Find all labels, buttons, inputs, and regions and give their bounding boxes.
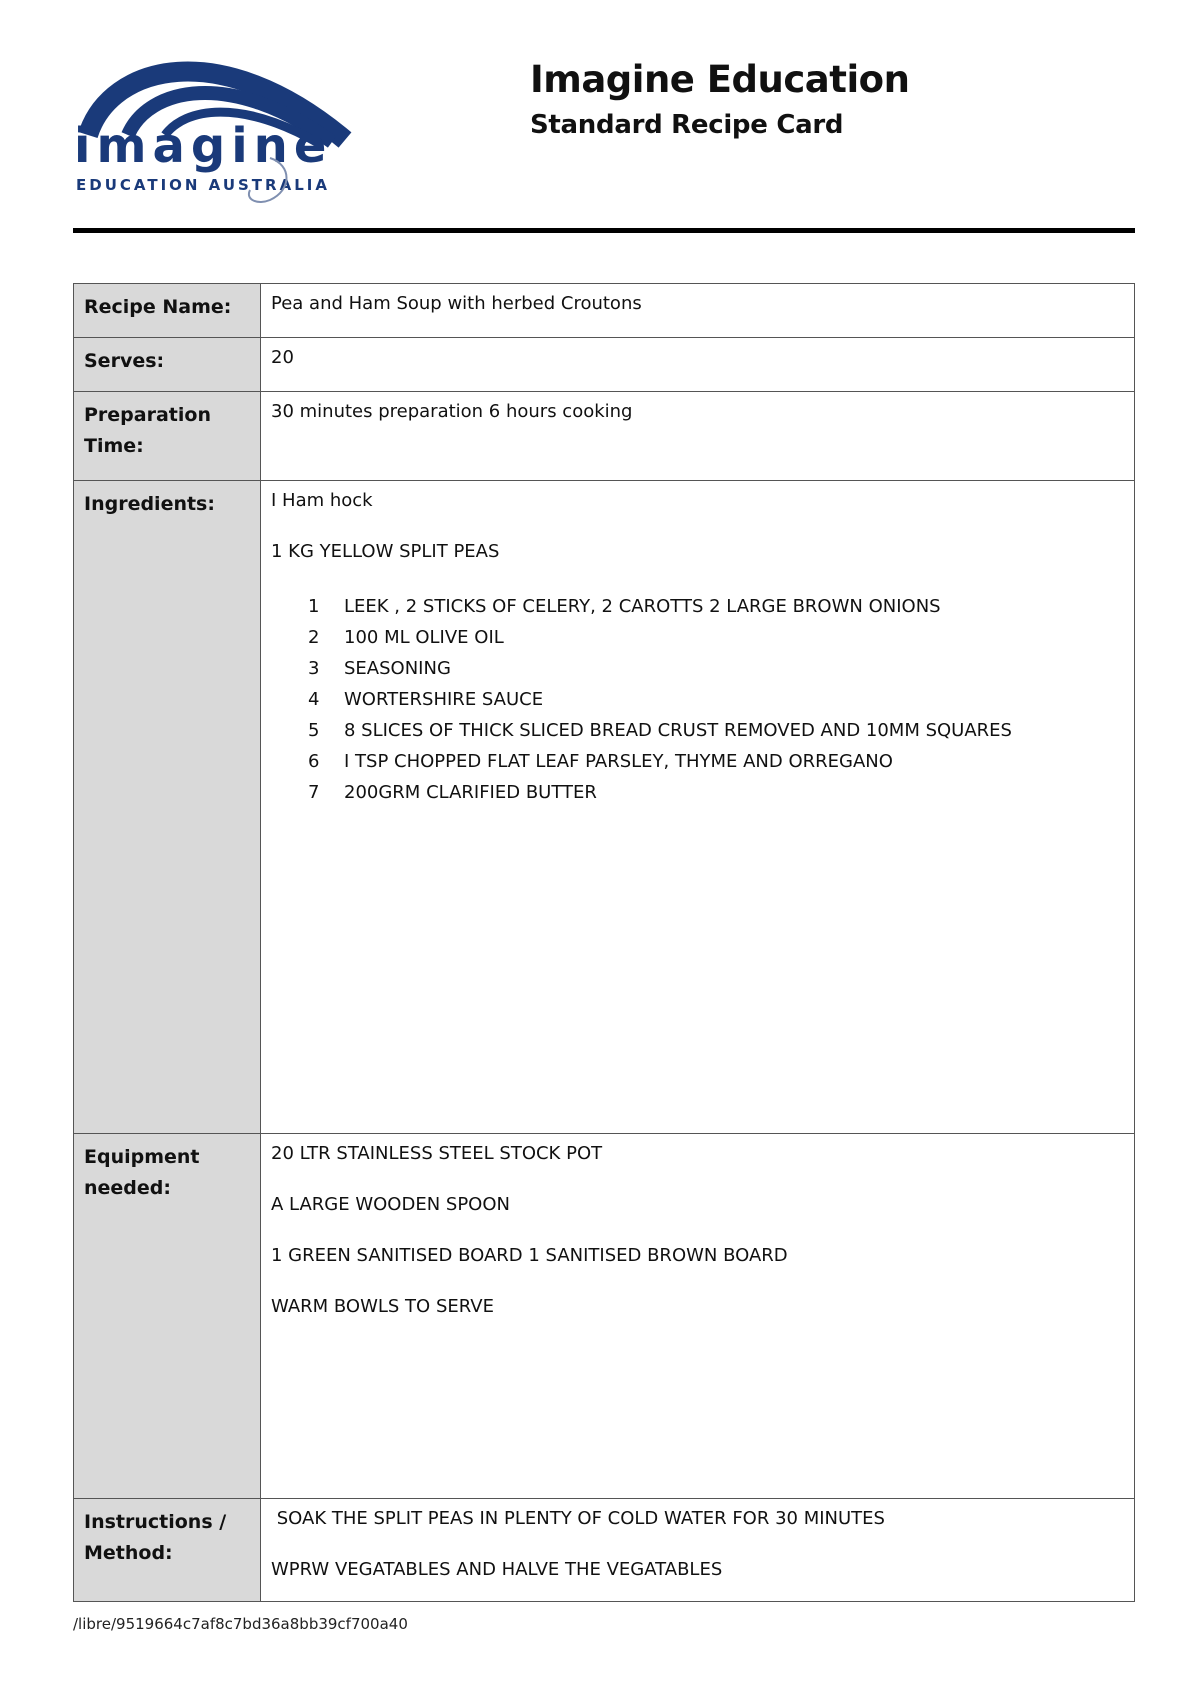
ingredient-text: 100 ML OLIVE OIL [344, 627, 504, 648]
logo-wordmark: imagine [74, 118, 333, 174]
footer-path: /libre/9519664c7af8c7bd36a8bb39cf700a40 [73, 1615, 408, 1633]
recipe-name-row [74, 284, 1135, 338]
equipment-row [74, 1134, 1135, 1499]
list-number: 2 [308, 627, 320, 648]
ingredients-label: Ingredients: [74, 481, 261, 1134]
ingredient-item [308, 622, 1124, 653]
ingredient-list [271, 591, 1124, 808]
equipment-label: Equipment needed: [74, 1134, 261, 1499]
preparation-time-label: Preparation Time: [74, 392, 261, 481]
ingredient-text: I TSP CHOPPED FLAT LEAF PARSLEY, THYME AND ORREGANO [344, 751, 893, 772]
list-number: 4 [308, 689, 320, 710]
equipment-item: WARM BOWLS TO SERVE [271, 1296, 494, 1317]
method-label: Instructions / Method: [74, 1499, 261, 1602]
list-number: 6 [308, 751, 320, 772]
equipment-item: 20 LTR STAINLESS STEEL STOCK POT [271, 1143, 603, 1164]
serves-label: Serves: [74, 338, 261, 392]
preparation-time-row [74, 392, 1135, 481]
header-rule [73, 228, 1135, 233]
ingredient-item [308, 684, 1124, 715]
ingredients-value [261, 481, 1135, 1134]
equipment-value [261, 1134, 1135, 1499]
method-step: WPRW VEGATABLES AND HALVE THE VEGATABLES [271, 1559, 723, 1580]
list-number: 3 [308, 658, 320, 679]
ingredients-row [74, 481, 1135, 1134]
ingredient-item [308, 777, 1124, 808]
ingredient-item [308, 653, 1124, 684]
ingredient-text: 200GRM CLARIFIED BUTTER [344, 782, 597, 803]
recipe-table [73, 283, 1135, 1602]
recipe-name-value: Pea and Ham Soup with herbed Croutons [261, 284, 1135, 338]
recipe-name-label: Recipe Name: [74, 284, 261, 338]
preparation-time-value: 30 minutes preparation 6 hours cooking [261, 392, 1135, 481]
ingredient-text: 8 SLICES OF THICK SLICED BREAD CRUST REMOVED AND 10MM SQUARES [344, 720, 1012, 741]
list-number: 1 [308, 596, 320, 617]
logo-tagline: EDUCATION AUSTRALIA [76, 176, 330, 194]
document-title: Standard Recipe Card [530, 110, 844, 140]
ingredient-intro: I Ham hock [271, 490, 373, 511]
org-name: Imagine Education [530, 58, 910, 101]
imagine-education-logo [70, 40, 360, 210]
ingredient-text: LEEK , 2 STICKS OF CELERY, 2 CAROTTS 2 LARGE BROWN ONIONS [344, 596, 941, 617]
ingredient-intro: 1 KG YELLOW SPLIT PEAS [271, 541, 500, 562]
list-number: 7 [308, 782, 320, 803]
equipment-item: 1 GREEN SANITISED BOARD 1 SANITISED BROWN BOARD [271, 1245, 788, 1266]
serves-row [74, 338, 1135, 392]
ingredient-item [308, 591, 1124, 622]
ingredient-item [308, 715, 1124, 746]
method-step: SOAK THE SPLIT PEAS IN PLENTY OF COLD WATER FOR 30 MINUTES [271, 1508, 885, 1529]
method-row [74, 1499, 1135, 1602]
method-value [261, 1499, 1135, 1602]
ingredient-item [308, 746, 1124, 777]
ingredient-text: SEASONING [344, 658, 451, 679]
list-number: 5 [308, 720, 320, 741]
serves-value: 20 [261, 338, 1135, 392]
equipment-item: A LARGE WOODEN SPOON [271, 1194, 510, 1215]
ingredient-text: WORTERSHIRE SAUCE [344, 689, 544, 710]
